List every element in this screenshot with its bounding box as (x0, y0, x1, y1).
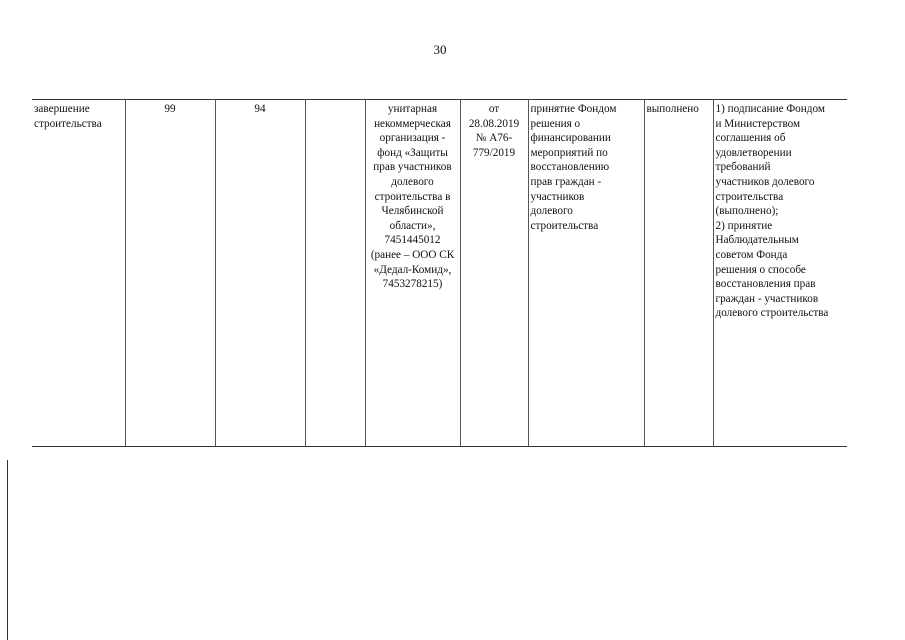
cell-document-line: 28.08.2019 (468, 117, 520, 130)
cell-organization-line: области», (389, 219, 436, 232)
cell-notes-line: советом Фонда (715, 248, 788, 261)
cell-decision-line: строительства (530, 219, 599, 232)
table-row (32, 100, 847, 447)
cell-document-line: 779/2019 (472, 146, 516, 159)
cell-notes-line: участников долевого (715, 175, 815, 188)
cell-empty (305, 100, 365, 447)
cell-decision-line: мероприятий по (530, 146, 608, 159)
cell-decision-line: восстановлению (530, 161, 610, 174)
cell-document-line: № А76- (475, 132, 513, 145)
cell-status: выполнено (644, 100, 713, 447)
cell-document (460, 100, 528, 447)
cell-notes-line: граждан - участников (715, 292, 819, 305)
cell-stage (32, 100, 125, 447)
cell-notes-line: Наблюдательным (715, 234, 799, 247)
cell-notes-line: восстановления прав (715, 278, 816, 291)
cell-stage-line: строительства (34, 117, 102, 130)
cell-notes-line: долевого строительства (715, 307, 829, 320)
cell-organization-line: долевого (391, 175, 434, 188)
cell-organization-line: некоммерческая (374, 117, 451, 130)
cell-notes (713, 100, 847, 447)
cell-organization-line: унитарная (387, 103, 438, 115)
cell-organization-line: строительства в (374, 190, 451, 203)
cell-decision-line: финансировании (530, 132, 611, 145)
cell-notes-line: требований (715, 161, 771, 174)
cell-organization-line: (ранее – ООО СК (370, 248, 455, 261)
cell-decision (528, 100, 644, 447)
cell-organization-line: 7451445012 (384, 234, 441, 247)
cell-organization-line: организация - (379, 132, 446, 145)
cell-organization-line: «Дедал-Комид», (373, 263, 452, 276)
left-margin-rule (7, 460, 8, 640)
cell-decision-line: долевого (530, 205, 573, 218)
page-number: 30 (433, 42, 447, 57)
cell-decision-line: принятие Фондом (530, 103, 617, 115)
cell-notes-line: 2) принятие (715, 219, 773, 232)
cell-value-2: 94 (215, 100, 305, 447)
cell-organization (365, 100, 460, 447)
cell-notes-line: решения о способе (715, 263, 806, 276)
cell-organization-line: прав участников (373, 161, 452, 174)
cell-stage-line: завершение (34, 103, 90, 115)
cell-document-line: от (488, 103, 500, 115)
cell-notes-line: и Министерством (715, 117, 801, 130)
cell-organization-line: фонд «Защиты (377, 146, 448, 159)
cell-decision-line: решения о (530, 117, 581, 130)
cell-notes-line: (выполнено); (715, 205, 779, 218)
cell-organization-line: 7453278215) (382, 278, 443, 291)
data-table (32, 99, 847, 447)
cell-notes-line: 1) подписание Фондом (715, 103, 825, 115)
cell-notes-line: соглашения об (715, 132, 786, 145)
cell-notes-line: удовлетворении (715, 146, 792, 159)
cell-value-1: 99 (125, 100, 215, 447)
cell-organization-line: Челябинской (381, 205, 444, 218)
cell-notes-line: строительства (715, 190, 784, 203)
cell-decision-line: участников (530, 190, 585, 203)
cell-decision-line: прав граждан - (530, 175, 602, 188)
